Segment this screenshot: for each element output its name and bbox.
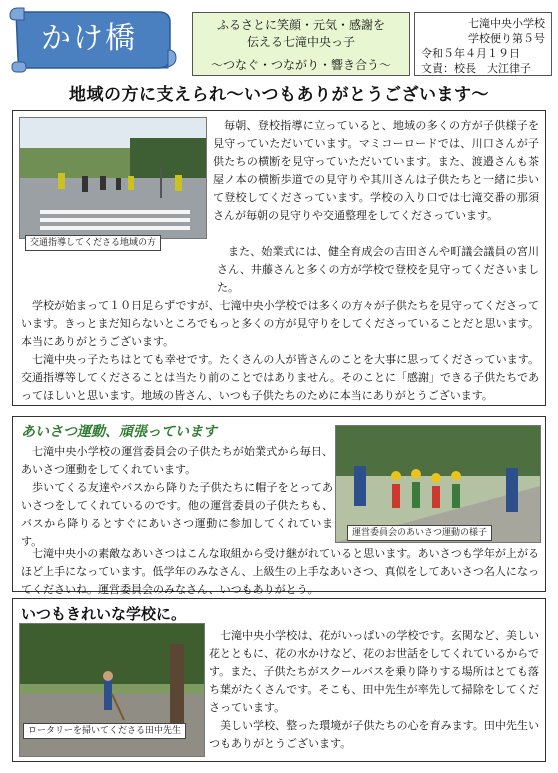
newsletter-title: かけ橋 xyxy=(41,21,137,56)
crosswalk-photo xyxy=(19,117,207,239)
paragraph-2: また、始業式には、健全育成会の吉田さんや町議会議員の宮川さん、井藤さんと多くの方が学校で登校を見守ってくださいました。 xyxy=(217,245,539,294)
greeting-photo-caption: 運営委員会のあいさつ運動の様子 xyxy=(347,525,492,541)
issue-info xyxy=(414,12,552,76)
issue-number: 学校便り第５号 xyxy=(468,32,545,45)
paragraph-1: 毎朝、登校指導に立っていると、地域の多くの方が子供様子を見守っていただいています。マミコーロードでは、川口さんが子供たちの横断を見守っていただいています。また、渡邉さんも茶屋ノ本の横断歩道での見守りや其川さんは子供たちと一緒に歩いて登校してくださっています。学校の入り口では七滝交番の那須さんが毎朝の見守りや交通整理をしてくださっています。 xyxy=(213,119,539,222)
school-name: 七滝中央小学校 xyxy=(468,17,545,30)
headline: 地域の方に支えられ～いつもありがとうございます～ xyxy=(69,85,489,105)
section-greeting-campaign xyxy=(12,416,546,596)
paragraph-3: 学校が始まって１０日足らずですが、七滝中央小学校では多くの方々が子供たちを見守ってくださっています。きっとまだ知らないところでもっと多くの方が見守りをしてくださっていることだと思います。本当にありがとうございます。 xyxy=(21,299,539,348)
section-community-support xyxy=(12,110,546,406)
sweeping-photo-caption: ロータリーを掃いてくださる田中先生 xyxy=(23,723,186,739)
section2-paragraph-2: 歩いてくる友達やバスから降りた子供たちに帽子をとってあいさつをしてくれているのです。他の運営委員の子供たちも、バスから降りるとすぐにあいさつ運動に参加してくれています。 xyxy=(21,481,333,548)
section3-text xyxy=(209,627,539,753)
slogan-box xyxy=(192,12,410,76)
section-clean-school xyxy=(12,598,546,762)
section2-title: あいさつ運動、頑張っています xyxy=(21,424,217,440)
photo-caption: 交通指導してくださる地域の方 xyxy=(25,235,161,251)
section1-text xyxy=(21,243,539,405)
paragraph-1-wrap xyxy=(213,117,539,225)
section3-paragraph-2: 美しい学校、整った環境が子供たちの心を育みます。田中先生いつもありがとうございます。 xyxy=(209,719,539,750)
slogan-line-1: ふるさとに笑顔・元気・感謝を xyxy=(216,18,385,32)
author: 文責：校長 大江律子 xyxy=(421,62,531,75)
section3-title: いつもきれいな学校に。 xyxy=(21,605,187,623)
section2-text-top xyxy=(21,443,333,551)
slogan-line-3: ～つなぐ・つながり・響き合う～ xyxy=(210,58,391,72)
paragraph-4: 七滝中央っ子たちはとても幸せです。たくさんの人が皆さんのことを大事に思ってくださっています。交通指導等してくださることは当たり前のことではありません。そのことに「感謝」できる子供たちであってほしいと思います。地域の皆さん、いつも子供たちのために本当にありがとうございます。 xyxy=(21,353,539,402)
section2-paragraph-3: 七滝中央小の素敵なあいさつはこんな取組から受け継がれていると思います。あいさつも学年が上がるほど上手になっています。低学年のみなさん、上級生の上手なあいさつ、真似をしてあいさつ名人になってくださいね。運営委員会のみなさん、いつもありがとう。 xyxy=(21,547,539,596)
issue-date: 令和５年４月１９日 xyxy=(421,47,520,60)
slogan-line-2: 伝える七滝中央っ子 xyxy=(246,35,355,49)
section3-paragraph-1: 七滝中央小学校は、花がいっぱいの学校です。玄関など、美しい花とともに、花の水かけなど、花のお世話をしてくれているからです。また、子供たちがスクールバスを乗り降りする場所はとても落ち葉がたくさんです。そこも、田中先生が率先して掃除をしてくださっています。 xyxy=(209,629,539,714)
section2-paragraph-1: 七滝中央小学校の運営委員会の子供たちが始業式から毎日、あいさつ運動をしてくれています。 xyxy=(21,445,333,476)
